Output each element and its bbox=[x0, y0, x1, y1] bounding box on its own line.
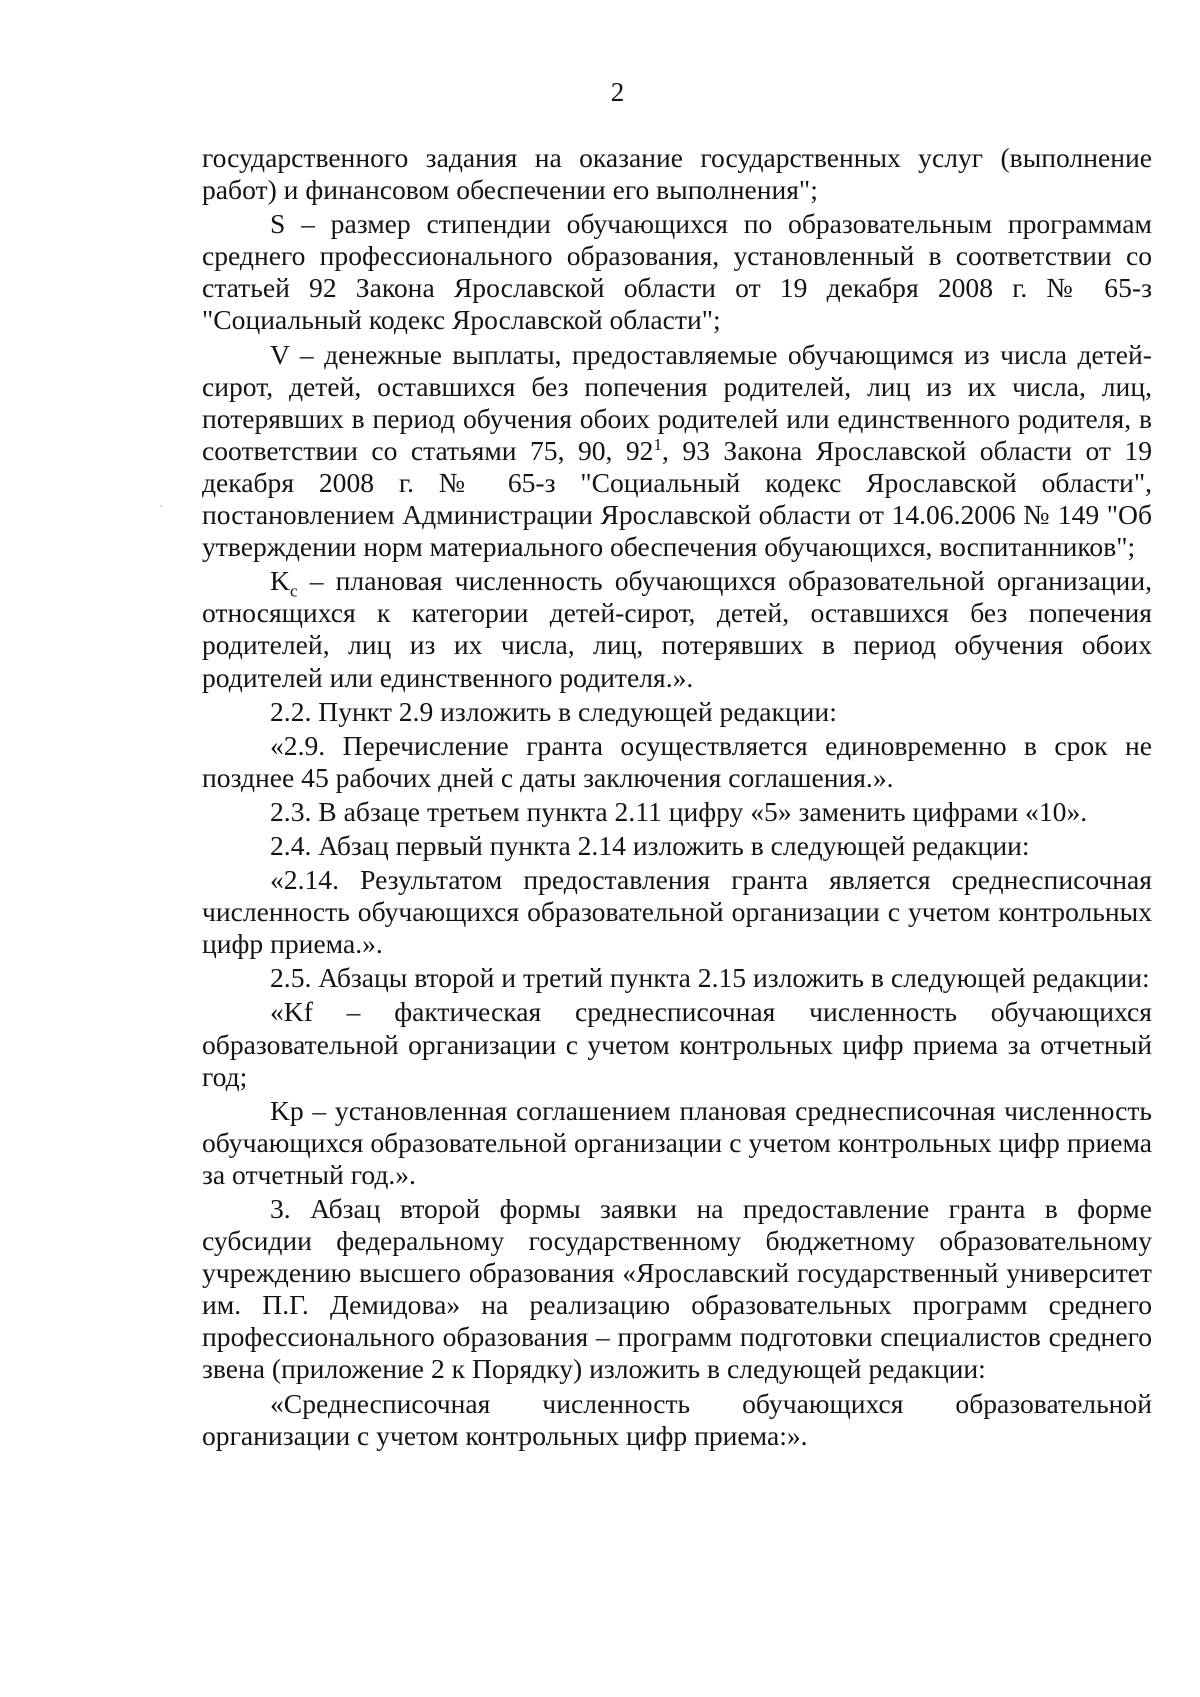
kc-subscript: с bbox=[289, 581, 298, 601]
kc-symbol: K bbox=[270, 565, 290, 597]
paragraph-continuation: государственного задания на оказание государственных услуг (выполнение работ) и финансовом обеспечении его выполнения"; bbox=[202, 142, 1152, 206]
paragraph-v-text-end: , 93 Закона Ярославской области от 19 декабря 2008 г. № 65-з "Социальный кодекс Ярославской области", постановлением Администрации Ярославской области от 14.06.2006 № 149 "Об утверждении норм материального обеспечения обучающихся, воспитанников"; bbox=[202, 434, 1152, 563]
paragraph-2-2: 2.2. Пункт 2.9 изложить в следующей редакции: bbox=[270, 695, 837, 727]
paragraph-2-4: 2.4. Абзац первый пункта 2.14 изложить в следующей редакции: bbox=[270, 829, 1030, 861]
scan-speck bbox=[160, 505, 162, 507]
paragraph-kp-definition: Kp – установленная соглашением плановая среднесписочная численность обучающихся образовательной организации с учетом контрольных цифр приема за отчетный год.». bbox=[202, 1094, 1152, 1190]
paragraph-kf-definition: «Kf – фактическая среднесписочная численность обучающихся образовательной организации с учетом контрольных цифр приема за отчетный год; bbox=[202, 996, 1152, 1092]
paragraph-v-definition bbox=[202, 339, 1152, 564]
paragraph-kc-definition bbox=[202, 565, 1152, 693]
document-body bbox=[202, 142, 1152, 1452]
paragraph-2-9-quote: «2.9. Перечисление гранта осуществляется единовременно в срок не позднее 45 рабочих дней с даты заключения соглашения.». bbox=[202, 729, 1152, 793]
paragraph-kc-text: – плановая численность обучающихся образовательной организации, относящихся к категории детей-сирот, детей, оставшихся без попечения родителей, лиц из их числа, лиц, потерявших в период обучения обоих родителей или единственного родителя.». bbox=[202, 565, 1152, 693]
paragraph-2-14-quote: «2.14. Результатом предоставления гранта является среднесписочная численность обучающихся образовательной организации с учетом контрольных цифр приема.». bbox=[202, 864, 1152, 960]
superscript-one: 1 bbox=[653, 434, 663, 454]
page-number: 2 bbox=[610, 77, 625, 107]
paragraph-s-definition: S – размер стипендии обучающихся по образовательным программам среднего профессионального образования, установленный в соответствии со статьей 92 Закона Ярославской области от 19 декабря 2008 г. № 65-з "Социальный кодекс Ярославской области"; bbox=[202, 208, 1152, 336]
paragraph-final-quote: «Среднесписочная численность обучающихся образовательной организации с учетом контрольных цифр приема:». bbox=[202, 1387, 1152, 1451]
paragraph-2-5: 2.5. Абзацы второй и третий пункта 2.15 изложить в следующей редакции: bbox=[270, 962, 1150, 994]
paragraph-v-text-start: V – денежные выплаты, предоставляемые обучающимся из числа детей-сирот, детей, оставшихся без попечения родителей, лиц из их числа, лиц, потерявших в период обучения обоих родителей или единственного родителя, в соответствии со статьями 75, 90, 92 bbox=[202, 338, 1152, 466]
paragraph-2-3: 2.3. В абзаце третьем пункта 2.11 цифру «5» заменить цифрами «10». bbox=[270, 795, 1088, 827]
paragraph-3: 3. Абзац второй формы заявки на предоставление гранта в форме субсидии федеральному государственному бюджетному образовательному учреждению высшего образования «Ярославский государственный университет им. П.Г. Демидова» на реализацию образовательных программ среднего профессионального образования – программ подготовки специалистов среднего звена (приложение 2 к Порядку) изложить в следующей редакции: bbox=[202, 1193, 1152, 1385]
